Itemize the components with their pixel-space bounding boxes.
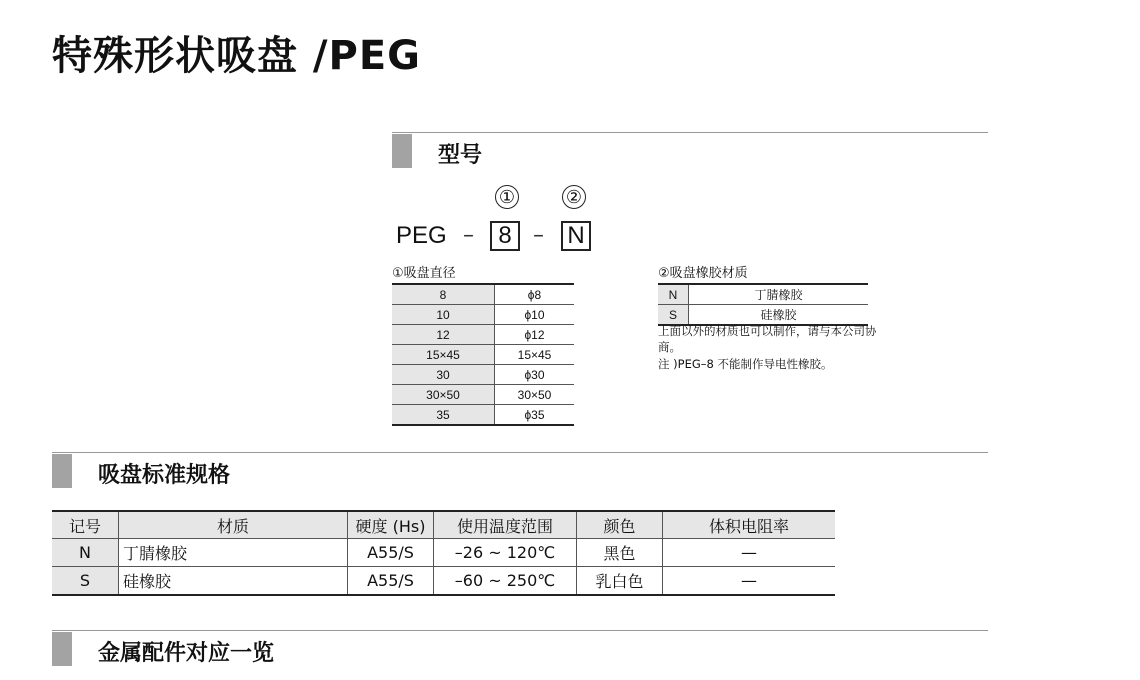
- section-title-spec: 吸盘标准规格: [98, 463, 231, 488]
- model-dash-1: –: [463, 223, 474, 248]
- table-cell: ϕ35: [495, 405, 575, 426]
- material-table: [658, 283, 868, 326]
- table-cell: N: [52, 539, 119, 567]
- table-cell: 丁腈橡胶: [689, 284, 869, 305]
- section-marker: [52, 632, 72, 666]
- table-cell: –26 ~ 120℃: [434, 539, 577, 567]
- table-cell: ϕ8: [495, 284, 575, 305]
- table-cell: A55/S: [348, 567, 434, 596]
- table-cell: 丁腈橡胶: [119, 539, 348, 567]
- table-cell: 乳白色: [577, 567, 663, 596]
- column-header: 硬度 (Hs): [348, 511, 434, 539]
- table-row: [392, 345, 574, 365]
- marker-2: ②: [562, 185, 586, 209]
- column-header: 记号: [52, 511, 119, 539]
- diameter-label: ①吸盘直径: [392, 266, 456, 281]
- column-header: 颜色: [577, 511, 663, 539]
- table-cell: 35: [392, 405, 495, 426]
- table-cell: —: [663, 567, 836, 596]
- table-row: [52, 567, 835, 596]
- table-row: [658, 284, 868, 305]
- column-header: 材质: [119, 511, 348, 539]
- table-cell: 15×45: [392, 345, 495, 365]
- table-cell: 30×50: [495, 385, 575, 405]
- table-cell: N: [658, 284, 689, 305]
- section-divider: [52, 452, 988, 453]
- section-title-model: 型号: [438, 143, 483, 168]
- table-cell: 硅橡胶: [689, 305, 869, 326]
- table-cell: 30×50: [392, 385, 495, 405]
- table-cell: 30: [392, 365, 495, 385]
- table-row: [658, 305, 868, 326]
- material-note: 上面以外的材质也可以制作，请与本公司协商。: [658, 324, 877, 354]
- section-title-fittings: 金属配件对应一览: [98, 641, 275, 666]
- diameter-table: [392, 283, 574, 426]
- section-marker: [392, 134, 412, 168]
- table-cell: 黑色: [577, 539, 663, 567]
- table-row: [392, 365, 574, 385]
- table-row: [392, 405, 574, 426]
- spec-table: [52, 510, 835, 596]
- table-cell: ϕ30: [495, 365, 575, 385]
- section-marker: [52, 454, 72, 488]
- table-cell: S: [658, 305, 689, 326]
- column-header: 体积电阻率: [663, 511, 836, 539]
- table-cell: ϕ12: [495, 325, 575, 345]
- table-row: [392, 284, 574, 305]
- conductive-note: 注 )PEG–8 不能制作导电性橡胶。: [658, 357, 833, 371]
- table-cell: S: [52, 567, 119, 596]
- table-cell: ϕ10: [495, 305, 575, 325]
- material-label: ②吸盘橡胶材质: [658, 266, 748, 281]
- model-box-material: N: [561, 221, 591, 251]
- table-cell: 15×45: [495, 345, 575, 365]
- column-header: 使用温度范围: [434, 511, 577, 539]
- table-row: [52, 539, 835, 567]
- table-row: [392, 305, 574, 325]
- page-title: 特殊形状吸盘 /PEG: [52, 33, 422, 79]
- model-dash-2: –: [533, 223, 544, 248]
- table-cell: –60 ~ 250℃: [434, 567, 577, 596]
- marker-1: ①: [495, 185, 519, 209]
- table-cell: A55/S: [348, 539, 434, 567]
- table-row: [392, 385, 574, 405]
- model-box-diameter: 8: [490, 221, 520, 251]
- model-prefix: PEG: [396, 222, 447, 249]
- table-cell: —: [663, 539, 836, 567]
- table-cell: 10: [392, 305, 495, 325]
- table-header-row: [52, 511, 835, 539]
- section-divider: [392, 132, 988, 133]
- section-divider: [52, 630, 988, 631]
- table-cell: 12: [392, 325, 495, 345]
- table-row: [392, 325, 574, 345]
- table-cell: 8: [392, 284, 495, 305]
- table-cell: 硅橡胶: [119, 567, 348, 596]
